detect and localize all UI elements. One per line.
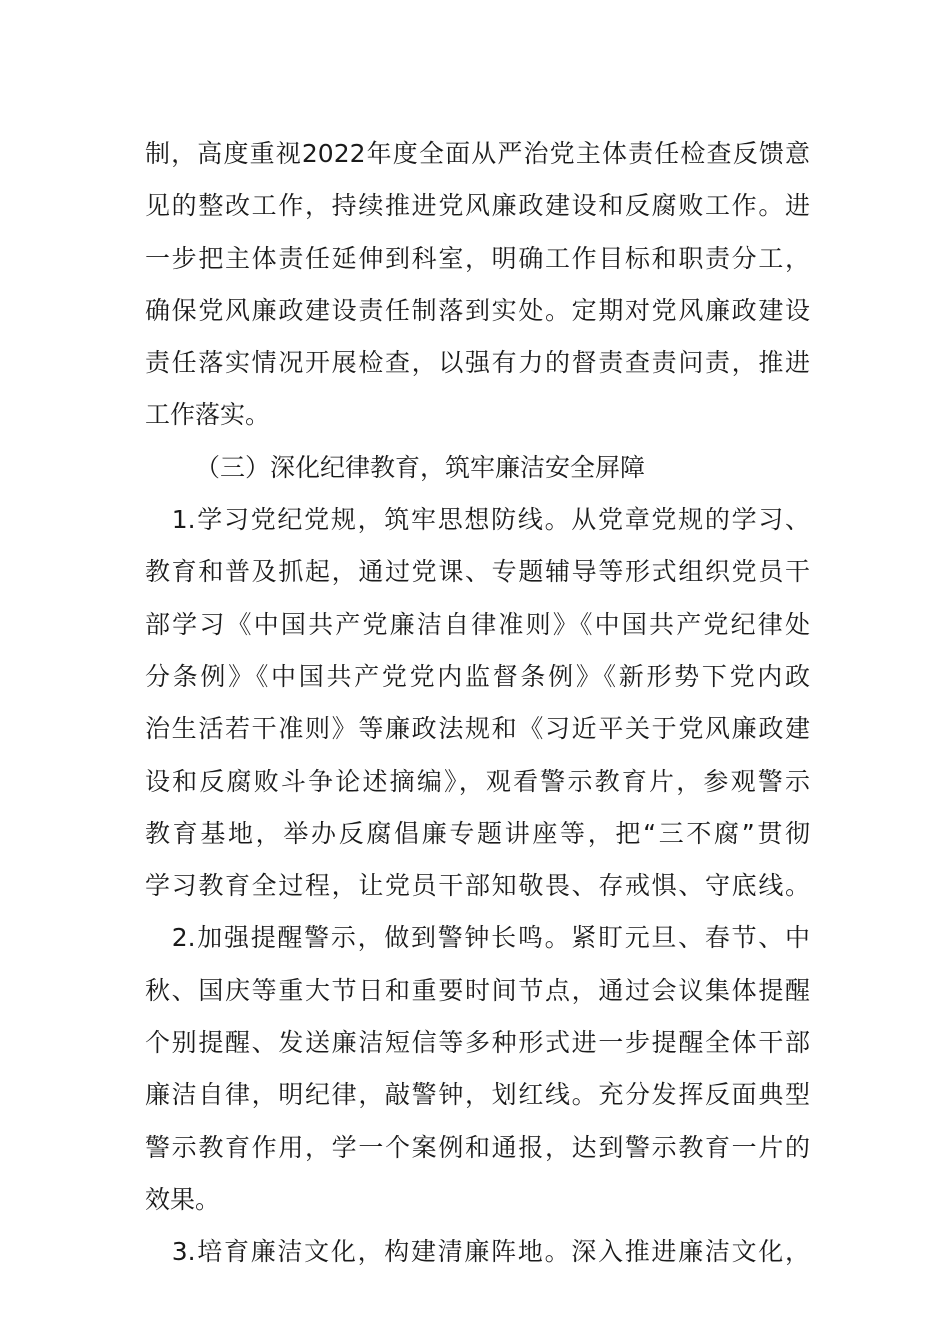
body-text [145,128,810,1279]
paragraph-start-line: 3.培育廉洁文化，构建清廉阵地。深入推进廉洁文化， [145,1237,810,1267]
text-line: 一步把主体责任延伸到科室，明确工作目标和职责分工， [145,243,810,273]
text-line: 确保党风廉政建设责任制落到实处。定期对党风廉政建设 [145,295,810,325]
text-line: 警示教育作用，学一个案例和通报，达到警示教育一片的 [145,1132,810,1162]
paragraph-start-line: 1.学习党纪党规，筑牢思想防线。从党章党规的学习、 [145,505,810,535]
text-line: 效果。 [145,1184,221,1214]
section-heading: （三）深化纪律教育，筑牢廉洁安全屏障 [195,452,646,482]
paragraph-start-line: 2.加强提醒警示，做到警钟长鸣。紧盯元旦、春节、中 [145,923,810,953]
text-line: 个别提醒、发送廉洁短信等多种形式进一步提醒全体干部 [145,1028,810,1058]
text-line: 廉洁自律，明纪律，敲警钟，划红线。充分发挥反面典型 [145,1080,810,1110]
text-line: 工作落实。 [145,400,271,430]
text-line: 学习教育全过程，让党员干部知敬畏、存戒惧、守底线。 [145,871,810,901]
text-line: 设和反腐败斗争论述摘编》，观看警示教育片，参观警示 [145,766,810,796]
text-line: 部学习《中国共产党廉洁自律准则》《中国共产党纪律处 [145,609,810,639]
text-line: 教育和普及抓起，通过党课、专题辅导等形式组织党员干 [145,557,810,587]
text-line: 制，高度重视2022年度全面从严治党主体责任检查反馈意 [145,139,810,168]
text-line: 见的整改工作，持续推进党风廉政建设和反腐败工作。进 [145,191,810,221]
text-line: 治生活若干准则》等廉政法规和《习近平关于党风廉政建 [145,714,810,744]
text-line: 责任落实情况开展检查，以强有力的督责查责问责，推进 [145,348,810,378]
text-line: 秋、国庆等重大节日和重要时间节点，通过会议集体提醒 [145,975,810,1005]
text-line: 分条例》《中国共产党党内监督条例》《新形势下党内政 [145,661,810,691]
text-line: 教育基地，举办反腐倡廉专题讲座等，把“三不腐”贯彻 [145,818,810,848]
